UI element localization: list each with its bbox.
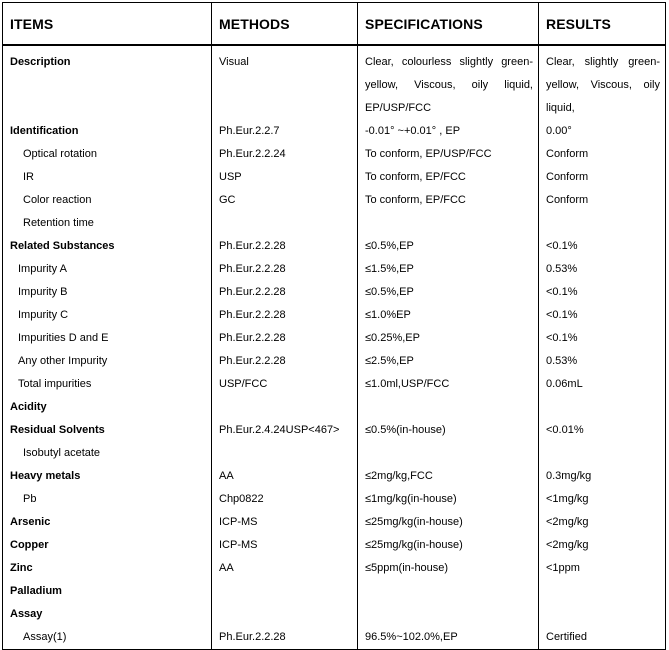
method-cell: Ph.Eur.2.2.28	[212, 350, 358, 373]
table-row	[3, 304, 666, 327]
table-row	[3, 511, 666, 534]
table-row	[3, 350, 666, 373]
spec-cell: ≤1mg/kg(in-house)	[358, 488, 539, 511]
item-cell: Arsenic	[3, 511, 212, 534]
result-cell: 0.3mg/kg	[539, 465, 666, 488]
table-header	[3, 3, 666, 46]
result-cell: 0.06mL	[539, 373, 666, 396]
method-cell: AA	[212, 557, 358, 580]
table-row	[3, 442, 666, 465]
table-body	[3, 45, 666, 650]
spec-cell: ≤1.0%EP	[358, 304, 539, 327]
spec-cell	[358, 212, 539, 235]
method-cell: AA	[212, 465, 358, 488]
item-cell: Residual Solvents	[3, 419, 212, 442]
result-cell: <0.1%	[539, 235, 666, 258]
item-cell: Impurity B	[3, 281, 212, 304]
method-cell: ICP-MS	[212, 534, 358, 557]
method-cell	[212, 212, 358, 235]
result-cell	[539, 212, 666, 235]
method-cell	[212, 580, 358, 603]
result-cell: 0.53%	[539, 350, 666, 373]
table-row	[3, 327, 666, 350]
spec-cell: ≤25mg/kg(in-house)	[358, 534, 539, 557]
method-cell: Ph.Eur.2.2.7	[212, 120, 358, 143]
table-row	[3, 189, 666, 212]
item-cell: Zinc	[3, 557, 212, 580]
item-cell: Total impurities	[3, 373, 212, 396]
method-cell: Ph.Eur.2.2.24	[212, 143, 358, 166]
item-cell: Retention time	[3, 212, 212, 235]
spec-cell	[358, 580, 539, 603]
item-cell: Identification	[3, 120, 212, 143]
table-row	[3, 120, 666, 143]
method-cell: USP/FCC	[212, 373, 358, 396]
result-cell: Conform	[539, 189, 666, 212]
result-cell: 0.00°	[539, 120, 666, 143]
spec-cell: Clear, colourless slightly green-yellow, Viscous, oily liquid, EP/USP/FCC	[358, 45, 539, 120]
method-cell: Visual	[212, 45, 358, 120]
item-cell: Color reaction	[3, 189, 212, 212]
result-cell	[539, 442, 666, 465]
item-cell: Copper	[3, 534, 212, 557]
spec-cell: ≤1.5%,EP	[358, 258, 539, 281]
spec-cell: -0.01° ~+0.01° , EP	[358, 120, 539, 143]
item-cell: Assay(1)	[3, 626, 212, 650]
table-row	[3, 373, 666, 396]
method-cell: USP	[212, 166, 358, 189]
method-cell: Ph.Eur.2.2.28	[212, 327, 358, 350]
item-cell: Impurities D and E	[3, 327, 212, 350]
result-cell: <1ppm	[539, 557, 666, 580]
item-cell: Any other Impurity	[3, 350, 212, 373]
method-cell: GC	[212, 189, 358, 212]
method-cell: Chp0822	[212, 488, 358, 511]
result-cell: <0.01%	[539, 419, 666, 442]
spec-cell	[358, 396, 539, 419]
table-row	[3, 488, 666, 511]
table-row	[3, 557, 666, 580]
spec-cell: To conform, EP/FCC	[358, 166, 539, 189]
result-cell: Clear, slightly green-yellow, Viscous, oily liquid,	[539, 45, 666, 120]
result-cell: <0.1%	[539, 281, 666, 304]
spec-cell: ≤1.0ml,USP/FCC	[358, 373, 539, 396]
result-cell: Conform	[539, 143, 666, 166]
table-row	[3, 281, 666, 304]
result-cell: <2mg/kg	[539, 534, 666, 557]
header-row	[3, 3, 666, 46]
result-cell	[539, 603, 666, 626]
spec-cell: ≤0.5%(in-house)	[358, 419, 539, 442]
spec-cell: ≤0.25%,EP	[358, 327, 539, 350]
item-cell: Assay	[3, 603, 212, 626]
spec-cell: ≤0.5%,EP	[358, 235, 539, 258]
spec-cell	[358, 442, 539, 465]
item-cell: Related Substances	[3, 235, 212, 258]
item-cell: IR	[3, 166, 212, 189]
item-cell: Heavy metals	[3, 465, 212, 488]
table-row	[3, 212, 666, 235]
result-cell: Conform	[539, 166, 666, 189]
table-row	[3, 166, 666, 189]
result-cell: <0.1%	[539, 304, 666, 327]
method-cell: Ph.Eur.2.2.28	[212, 281, 358, 304]
table-row	[3, 603, 666, 626]
table-row	[3, 235, 666, 258]
spec-cell: ≤5ppm(in-house)	[358, 557, 539, 580]
item-cell: Description	[3, 45, 212, 120]
spec-cell: ≤0.5%,EP	[358, 281, 539, 304]
method-cell: ICP-MS	[212, 511, 358, 534]
spec-cell: ≤25mg/kg(in-house)	[358, 511, 539, 534]
method-cell: Ph.Eur.2.2.28	[212, 626, 358, 650]
result-cell	[539, 396, 666, 419]
item-cell: Acidity	[3, 396, 212, 419]
spec-cell: To conform, EP/FCC	[358, 189, 539, 212]
table-row	[3, 258, 666, 281]
spec-cell: To conform, EP/USP/FCC	[358, 143, 539, 166]
method-cell: Ph.Eur.2.2.28	[212, 304, 358, 327]
header-results: RESULTS	[539, 3, 666, 46]
method-cell	[212, 396, 358, 419]
item-cell: Impurity A	[3, 258, 212, 281]
table-row	[3, 580, 666, 603]
method-cell: Ph.Eur.2.4.24USP<467>	[212, 419, 358, 442]
table-row	[3, 396, 666, 419]
method-cell: Ph.Eur.2.2.28	[212, 235, 358, 258]
header-specifications: SPECIFICATIONS	[358, 3, 539, 46]
item-cell: Isobutyl acetate	[3, 442, 212, 465]
item-cell: Pb	[3, 488, 212, 511]
table-row	[3, 143, 666, 166]
method-cell: Ph.Eur.2.2.28	[212, 258, 358, 281]
spec-cell: ≤2.5%,EP	[358, 350, 539, 373]
table-row	[3, 626, 666, 650]
result-cell: <2mg/kg	[539, 511, 666, 534]
item-cell: Optical rotation	[3, 143, 212, 166]
spec-cell	[358, 603, 539, 626]
spec-cell: 96.5%~102.0%,EP	[358, 626, 539, 650]
item-cell: Impurity C	[3, 304, 212, 327]
specifications-table	[2, 2, 666, 650]
method-cell	[212, 603, 358, 626]
item-cell: Palladium	[3, 580, 212, 603]
result-cell: <0.1%	[539, 327, 666, 350]
result-cell: 0.53%	[539, 258, 666, 281]
table-row	[3, 465, 666, 488]
result-cell	[539, 580, 666, 603]
spec-cell: ≤2mg/kg,FCC	[358, 465, 539, 488]
table-row	[3, 419, 666, 442]
header-methods: METHODS	[212, 3, 358, 46]
table-row	[3, 534, 666, 557]
result-cell: <1mg/kg	[539, 488, 666, 511]
header-items: ITEMS	[3, 3, 212, 46]
result-cell: Certified	[539, 626, 666, 650]
table-row	[3, 45, 666, 120]
method-cell	[212, 442, 358, 465]
